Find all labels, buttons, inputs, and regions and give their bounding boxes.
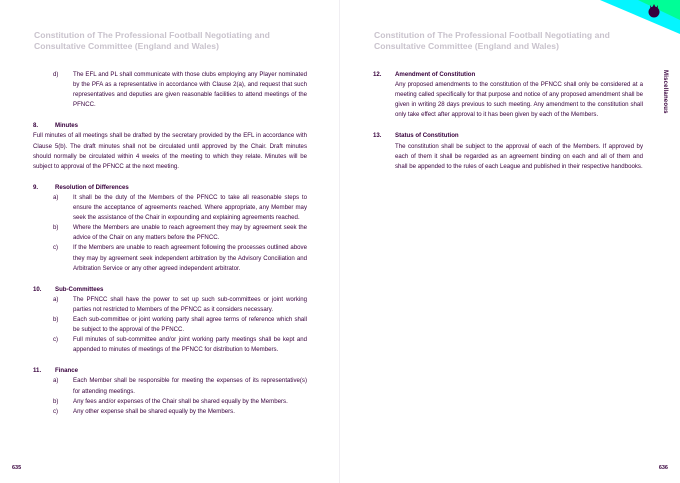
page-number-left: 635 (12, 465, 22, 471)
clause-title: Minutes (55, 122, 79, 130)
item-text: If the Members are unable to reach agreement following the processes outlined above they may by agreement seek independent arbitration by the Advisory Conciliation and Arbitration Service or any other agreed independent arbitrator. (73, 244, 307, 272)
clause-body: Full minutes of all meetings shall be drafted by the secretary provided by the EFL in accordance with Clause 5(b). The draft minutes shall not be circulated until approved by the Chair. Draft minutes should normally be circulated within 4 weeks of the meeting to which they relate. Minutes will be subject to approval of the PFNCC at the next meeting. (33, 132, 307, 170)
clause-item (33, 335, 307, 355)
section-side-tab: Miscellaneous (662, 70, 668, 114)
clause-number: 12. (373, 71, 382, 78)
clause-item (33, 295, 307, 315)
item-label: a) (53, 377, 59, 385)
clause-number: 9. (33, 183, 39, 191)
clause-body: Any proposed amendments to the constitution of the PFNCC shall only be considered at a meeting called specifically for that purpose and notice of any proposed amendment shall be given in writing 28 days previous to such meeting. Any amendment to the constitution shall only take effect after approval to it has been given by each of the Members. (395, 81, 643, 119)
item-label: b) (53, 224, 59, 232)
clause-7d (33, 70, 307, 110)
corner-decoration (590, 0, 680, 40)
clause-10-sub-committees (33, 285, 307, 356)
clause-item (33, 397, 307, 407)
clause-item (33, 376, 307, 396)
clause-title: Resolution of Differences (55, 183, 129, 191)
item-text: Full minutes of sub-committee and/or joint working party meetings shall be kept and appended to minutes of meetings of the PFNCC for distribution to Members. (73, 336, 307, 354)
item-label: b) (53, 397, 59, 405)
running-header-left: Constitution of The Professional Football Negotiating and Consultative Committee (England and Wales) (34, 30, 270, 51)
left-page-content (33, 70, 307, 428)
clause-title: Amendment of Constitution (395, 71, 476, 78)
item-text: Any other expense shall be shared equally by the Members. (73, 407, 235, 415)
clause-12-amendment (373, 70, 643, 120)
clause-title: Finance (55, 367, 79, 375)
page-number-right: 636 (658, 465, 668, 471)
item-text: Each Member shall be responsible for meeting the expenses of its representative(s) for attending meetings. (73, 377, 307, 395)
clause-body: The constitution shall be subject to the approval of each of the Members. If approved by each of them it shall be regarded as an agreement binding on each and all of them and shall be appended to the rules of each League and published in their respective handbooks. (395, 142, 643, 170)
clause-11-finance (33, 366, 307, 416)
item-label: c) (53, 407, 59, 415)
item-label: c) (53, 336, 59, 344)
clause-number: 10. (33, 285, 42, 293)
running-header-right: Constitution of The Professional Football Negotiating and Consultative Committee (England and Wales) (374, 30, 610, 51)
item-text: Any fees and/or expenses of the Chair shall be shared equally by the Members. (73, 397, 288, 405)
item-label: a) (53, 295, 59, 303)
item-label: d) (53, 71, 59, 78)
clause-number: 8. (33, 122, 39, 130)
clause-9-resolution (33, 183, 307, 274)
clause-item (33, 243, 307, 273)
item-label: c) (53, 244, 59, 252)
clause-item (33, 70, 307, 110)
item-label: a) (53, 193, 59, 201)
item-text: It shall be the duty of the Members of the PFNCC to take all reasonable steps to ensure the acceptance of agreements reached. Where appropriate, any Member may seek the assistance of the Chair in expounding and explaining agreements reached. (73, 193, 307, 222)
clause-item (33, 315, 307, 335)
premier-league-lion-icon (649, 4, 660, 18)
item-text: Where the Members are unable to reach agreement they may by agreement seek the advice of the Chair on any matters before the PFNCC. (73, 224, 307, 242)
clause-item (33, 223, 307, 243)
clause-number: 13. (373, 132, 382, 140)
item-text: The EFL and PL shall communicate with those clubs employing any Player nominated by the PFA as a representative in accordance with Clause 2(a), and request that such representatives and deputies are given reasonable facilities to attend meetings of the PFNCC. (73, 71, 307, 109)
clause-item (33, 193, 307, 223)
item-label: b) (53, 315, 59, 323)
clause-8-minutes (33, 121, 307, 171)
clause-title: Status of Constitution (395, 132, 459, 140)
clause-title: Sub-Committees (55, 285, 104, 293)
item-text: The PFNCC shall have the power to set up such sub-committees or joint working parties not restricted to Members of the PFNCC as it considers necessary. (73, 295, 307, 313)
right-page (340, 0, 680, 483)
clause-number: 11. (33, 367, 42, 375)
clause-item (33, 407, 307, 417)
right-page-content (373, 70, 643, 183)
item-text: Each sub-committee or joint working party shall agree terms of reference which shall be subject to the approval of the PFNCC. (73, 315, 307, 334)
clause-13-status (373, 131, 643, 171)
